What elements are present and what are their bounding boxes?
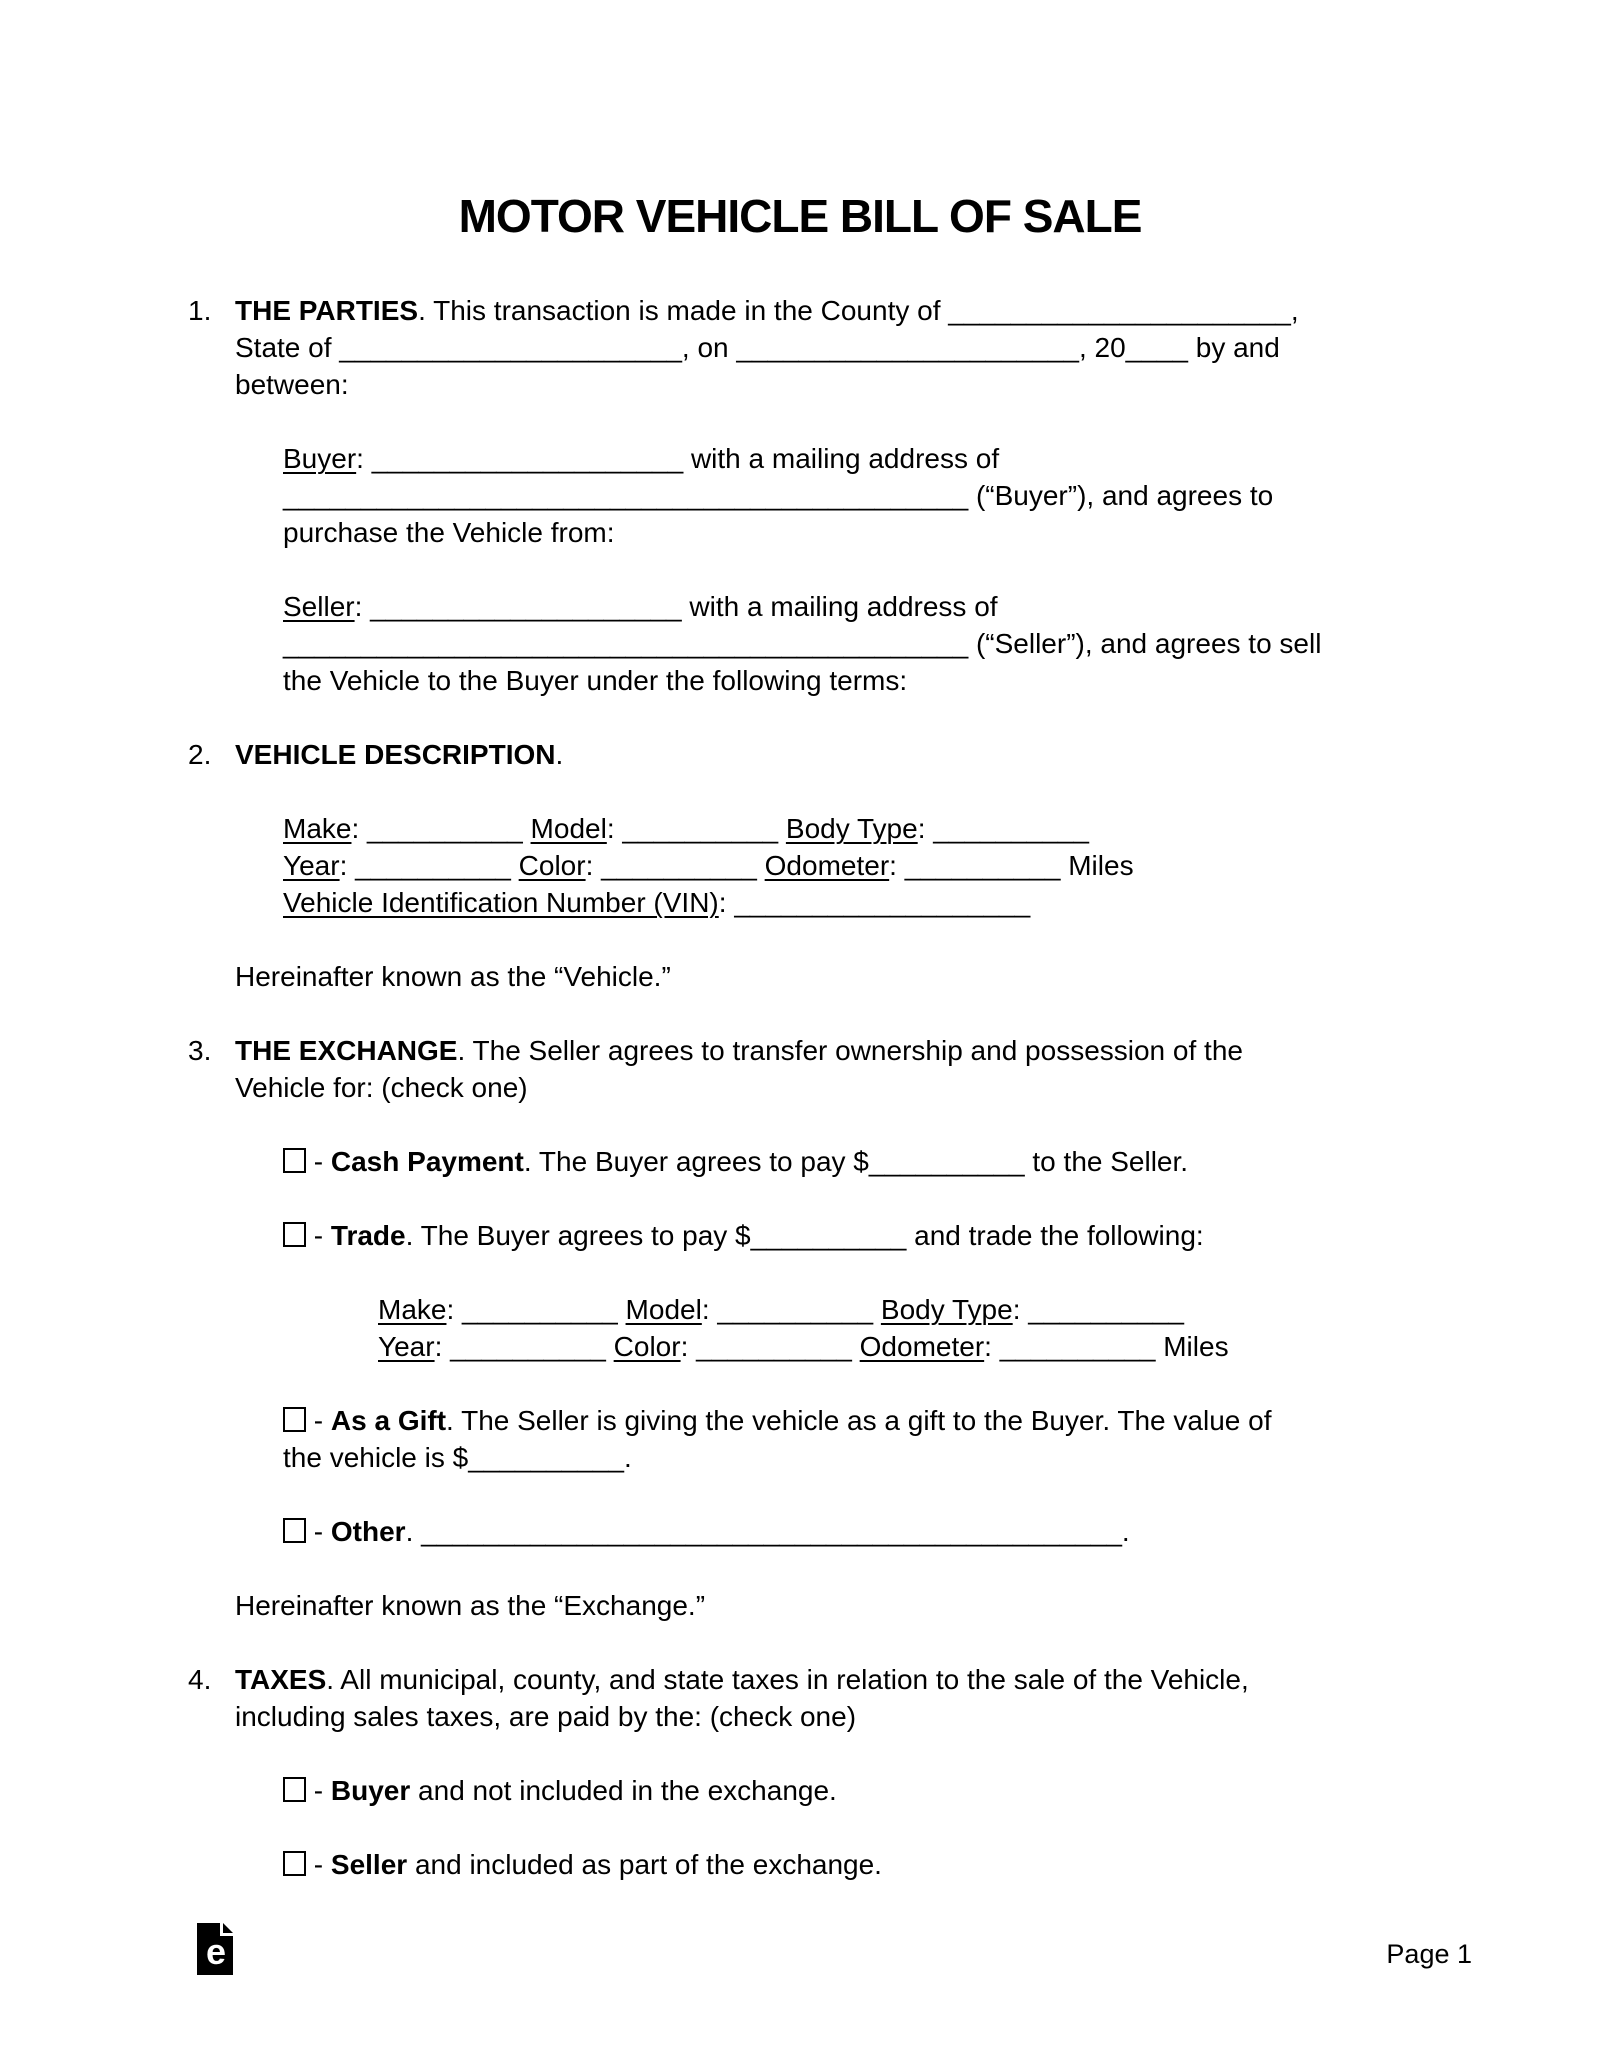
underlined-label: Body Type [785, 813, 918, 844]
blank-field[interactable]: __________ [717, 1294, 874, 1325]
form-line [283, 810, 1450, 847]
text-segment: : [889, 850, 905, 881]
text-segment: . The Buyer agrees to pay $ [405, 1220, 751, 1251]
form-line [283, 662, 1450, 699]
form-line [235, 329, 1450, 366]
underlined-label: Make [283, 813, 352, 844]
form-line [283, 440, 1450, 477]
text-segment: : [984, 1331, 1000, 1362]
seller-paragraph [0, 588, 1450, 699]
text-segment: , on [681, 332, 737, 363]
empty-checkbox-icon[interactable] [283, 1777, 306, 1802]
blank-field[interactable]: ____________________ [371, 443, 684, 474]
text-segment: Hereinafter known as the “Vehicle.” [235, 961, 671, 992]
text-segment: : [917, 813, 934, 844]
text-segment: including sales taxes, are paid by the: (check one) [235, 1701, 857, 1732]
text-segment: between: [235, 369, 349, 400]
text-segment: . [555, 739, 564, 770]
bold-label: Cash Payment [330, 1146, 524, 1177]
form-line [283, 884, 1450, 921]
text-segment: . The Buyer agrees to pay $ [523, 1146, 869, 1177]
blank-field[interactable]: __________ [450, 1331, 606, 1362]
form-line [283, 1402, 1450, 1439]
blank-field[interactable]: ___________________ [734, 887, 1031, 918]
underlined-label: Model [625, 1294, 702, 1325]
text-segment: Vehicle for: (check one) [235, 1072, 528, 1103]
text-segment: : [351, 813, 368, 844]
text-segment: : [446, 1294, 463, 1325]
section-4-taxes [0, 1661, 1450, 1735]
text-segment: - [306, 1405, 331, 1436]
form-line [235, 366, 1450, 403]
underlined-label: Model [530, 813, 607, 844]
text-segment: . All municipal, county, and state taxes in relation to the sale of the Vehicle, [326, 1664, 1249, 1695]
blank-field[interactable]: __________ [468, 1442, 624, 1473]
underlined-label: Year [378, 1331, 435, 1362]
eforms-logo-letter: e [205, 1931, 227, 1972]
blank-field[interactable]: ______________________ [736, 332, 1079, 363]
trade-vehicle-fields [0, 1291, 1450, 1365]
blank-field[interactable]: __________ [904, 850, 1061, 881]
text-segment: : [718, 887, 735, 918]
blank-field[interactable]: _____________________________________________ [421, 1516, 1122, 1547]
form-line [188, 292, 1450, 329]
blank-field[interactable]: __________ [367, 813, 523, 844]
page-number: Page 1 [1386, 1939, 1472, 1969]
text-segment: . The Seller agrees to transfer ownership and possession of the [457, 1035, 1243, 1066]
buyer-paragraph [0, 440, 1450, 551]
text-segment [852, 1331, 860, 1362]
text-segment: with a mailing address of [683, 443, 1000, 474]
text-segment: , 20 [1078, 332, 1126, 363]
underlined-label: Color [518, 850, 586, 881]
list-number: 4. [188, 1664, 212, 1695]
text-segment: : [434, 1331, 451, 1362]
form-line [283, 1772, 1450, 1809]
blank-field[interactable]: __________ [601, 850, 757, 881]
text-segment: and included as part of the exchange. [407, 1849, 882, 1880]
text-segment: to the Seller. [1024, 1146, 1189, 1177]
underlined-label: Odometer [764, 850, 890, 881]
text-segment: - [306, 1849, 331, 1880]
bold-label: Trade [330, 1220, 406, 1251]
hereinafter-exchange [0, 1587, 1450, 1624]
underlined-label: Color [613, 1331, 681, 1362]
text-segment: Miles [1060, 850, 1134, 881]
text-segment: . This transaction is made in the County of [418, 295, 949, 326]
text-segment: : [680, 1331, 697, 1362]
text-segment: by and [1187, 332, 1280, 363]
option-taxes-seller [0, 1846, 1450, 1883]
text-segment: and not included in the exchange. [410, 1775, 837, 1806]
form-line [378, 1291, 1450, 1328]
form-line [283, 477, 1450, 514]
text-segment [606, 1331, 614, 1362]
text-segment: . [405, 1516, 422, 1547]
text-segment: : [354, 591, 371, 622]
option-taxes-buyer [0, 1772, 1450, 1809]
form-line [378, 1328, 1450, 1365]
underlined-label: Vehicle Identification Number (VIN) [283, 887, 719, 918]
form-line [283, 514, 1450, 551]
underlined-label: Year [283, 850, 340, 881]
section-1-the-parties [0, 292, 1450, 403]
form-line [188, 1661, 1450, 1698]
blank-field[interactable]: __________ [462, 1294, 618, 1325]
empty-checkbox-icon[interactable] [283, 1222, 306, 1247]
blank-field[interactable]: ____________________ [370, 591, 682, 622]
form-line [283, 625, 1450, 662]
text-segment: the Vehicle to the Buyer under the following terms: [283, 665, 908, 696]
blank-field[interactable]: __________ [868, 1146, 1025, 1177]
text-segment: : [1012, 1294, 1029, 1325]
text-segment [873, 1294, 881, 1325]
text-segment: purchase the Vehicle from: [283, 517, 615, 548]
bold-label: As a Gift [330, 1405, 447, 1436]
form-line [235, 958, 1450, 995]
list-number: 1. [188, 295, 212, 326]
form-line [283, 847, 1450, 884]
empty-checkbox-icon[interactable] [283, 1518, 306, 1543]
form-line [188, 1032, 1450, 1069]
text-segment: : [701, 1294, 718, 1325]
text-segment: (“Seller”), and agrees to sell [968, 628, 1322, 659]
text-segment: : [585, 850, 602, 881]
bold-label: VEHICLE DESCRIPTION [235, 739, 556, 770]
empty-checkbox-icon[interactable] [283, 1407, 306, 1432]
text-segment [511, 850, 519, 881]
blank-field[interactable]: __________ [750, 1220, 907, 1251]
blank-field[interactable]: ______________________ [339, 332, 682, 363]
option-cash-payment [0, 1143, 1450, 1180]
vehicle-description-fields [0, 810, 1450, 921]
list-number: 2. [188, 739, 212, 770]
underlined-label: Buyer [283, 443, 357, 474]
form-line [283, 1143, 1450, 1180]
form-line [283, 588, 1450, 625]
text-segment: - [306, 1146, 331, 1177]
form-line [283, 1513, 1450, 1550]
bold-label: Buyer [330, 1775, 411, 1806]
text-segment: - [306, 1775, 331, 1806]
blank-field[interactable]: ____ [1125, 332, 1188, 363]
text-segment: . [1121, 1516, 1130, 1547]
text-segment: : [339, 850, 356, 881]
text-segment: - [306, 1516, 331, 1547]
document-body [0, 292, 1600, 1883]
blank-field[interactable]: __________ [1028, 1294, 1184, 1325]
option-as-a-gift [0, 1402, 1450, 1476]
blank-field[interactable]: __________ [696, 1331, 852, 1362]
text-segment: . [623, 1442, 632, 1473]
blank-field[interactable]: __________ [999, 1331, 1156, 1362]
text-segment: : [356, 443, 372, 474]
form-line [235, 1587, 1450, 1624]
underlined-label: Body Type [880, 1294, 1013, 1325]
text-segment: and trade the following: [906, 1220, 1204, 1251]
form-line [235, 1698, 1450, 1735]
section-2-vehicle-description [0, 736, 1450, 773]
text-segment: State of [235, 332, 340, 363]
text-segment: the vehicle is $ [283, 1442, 469, 1473]
blank-field[interactable]: __________ [933, 813, 1089, 844]
bold-label: THE PARTIES [235, 295, 419, 326]
eforms-logo-icon [197, 1923, 233, 1975]
text-segment [778, 813, 786, 844]
underlined-label: Seller [283, 591, 355, 622]
blank-field[interactable]: __________ [355, 850, 511, 881]
blank-field[interactable]: ____________________________________________ [283, 480, 969, 511]
underlined-label: Odometer [859, 1331, 985, 1362]
bold-label: TAXES [235, 1664, 327, 1695]
bold-label: THE EXCHANGE [235, 1035, 458, 1066]
text-segment: Miles [1155, 1331, 1229, 1362]
form-line [283, 1439, 1450, 1476]
text-segment: . The Seller is giving the vehicle as a gift to the Buyer. The value of [446, 1405, 1272, 1436]
form-line [235, 1069, 1450, 1106]
bold-label: Seller [330, 1849, 408, 1880]
text-segment: (“Buyer”), and agrees to [968, 480, 1274, 511]
text-segment: with a mailing address of [681, 591, 998, 622]
form-line [283, 1217, 1450, 1254]
section-3-the-exchange [0, 1032, 1450, 1106]
underlined-label: Make [378, 1294, 447, 1325]
list-number: 3. [188, 1035, 212, 1066]
option-other [0, 1513, 1450, 1550]
empty-checkbox-icon[interactable] [283, 1851, 306, 1876]
empty-checkbox-icon[interactable] [283, 1148, 306, 1173]
form-line [283, 1846, 1450, 1883]
hereinafter-vehicle [0, 958, 1450, 995]
text-segment [523, 813, 531, 844]
text-segment: - [306, 1220, 331, 1251]
text-segment: : [606, 813, 623, 844]
form-line [188, 736, 1450, 773]
option-trade [0, 1217, 1450, 1254]
blank-field[interactable]: __________ [622, 813, 779, 844]
blank-field[interactable]: ______________________ [948, 295, 1291, 326]
bold-label: Other [330, 1516, 406, 1547]
text-segment: Hereinafter known as the “Exchange.” [235, 1590, 706, 1621]
blank-field[interactable]: ____________________________________________ [283, 628, 969, 659]
text-segment [618, 1294, 626, 1325]
text-segment [757, 850, 765, 881]
document-title: MOTOR VEHICLE BILL OF SALE [458, 190, 1142, 242]
text-segment: , [1290, 295, 1299, 326]
